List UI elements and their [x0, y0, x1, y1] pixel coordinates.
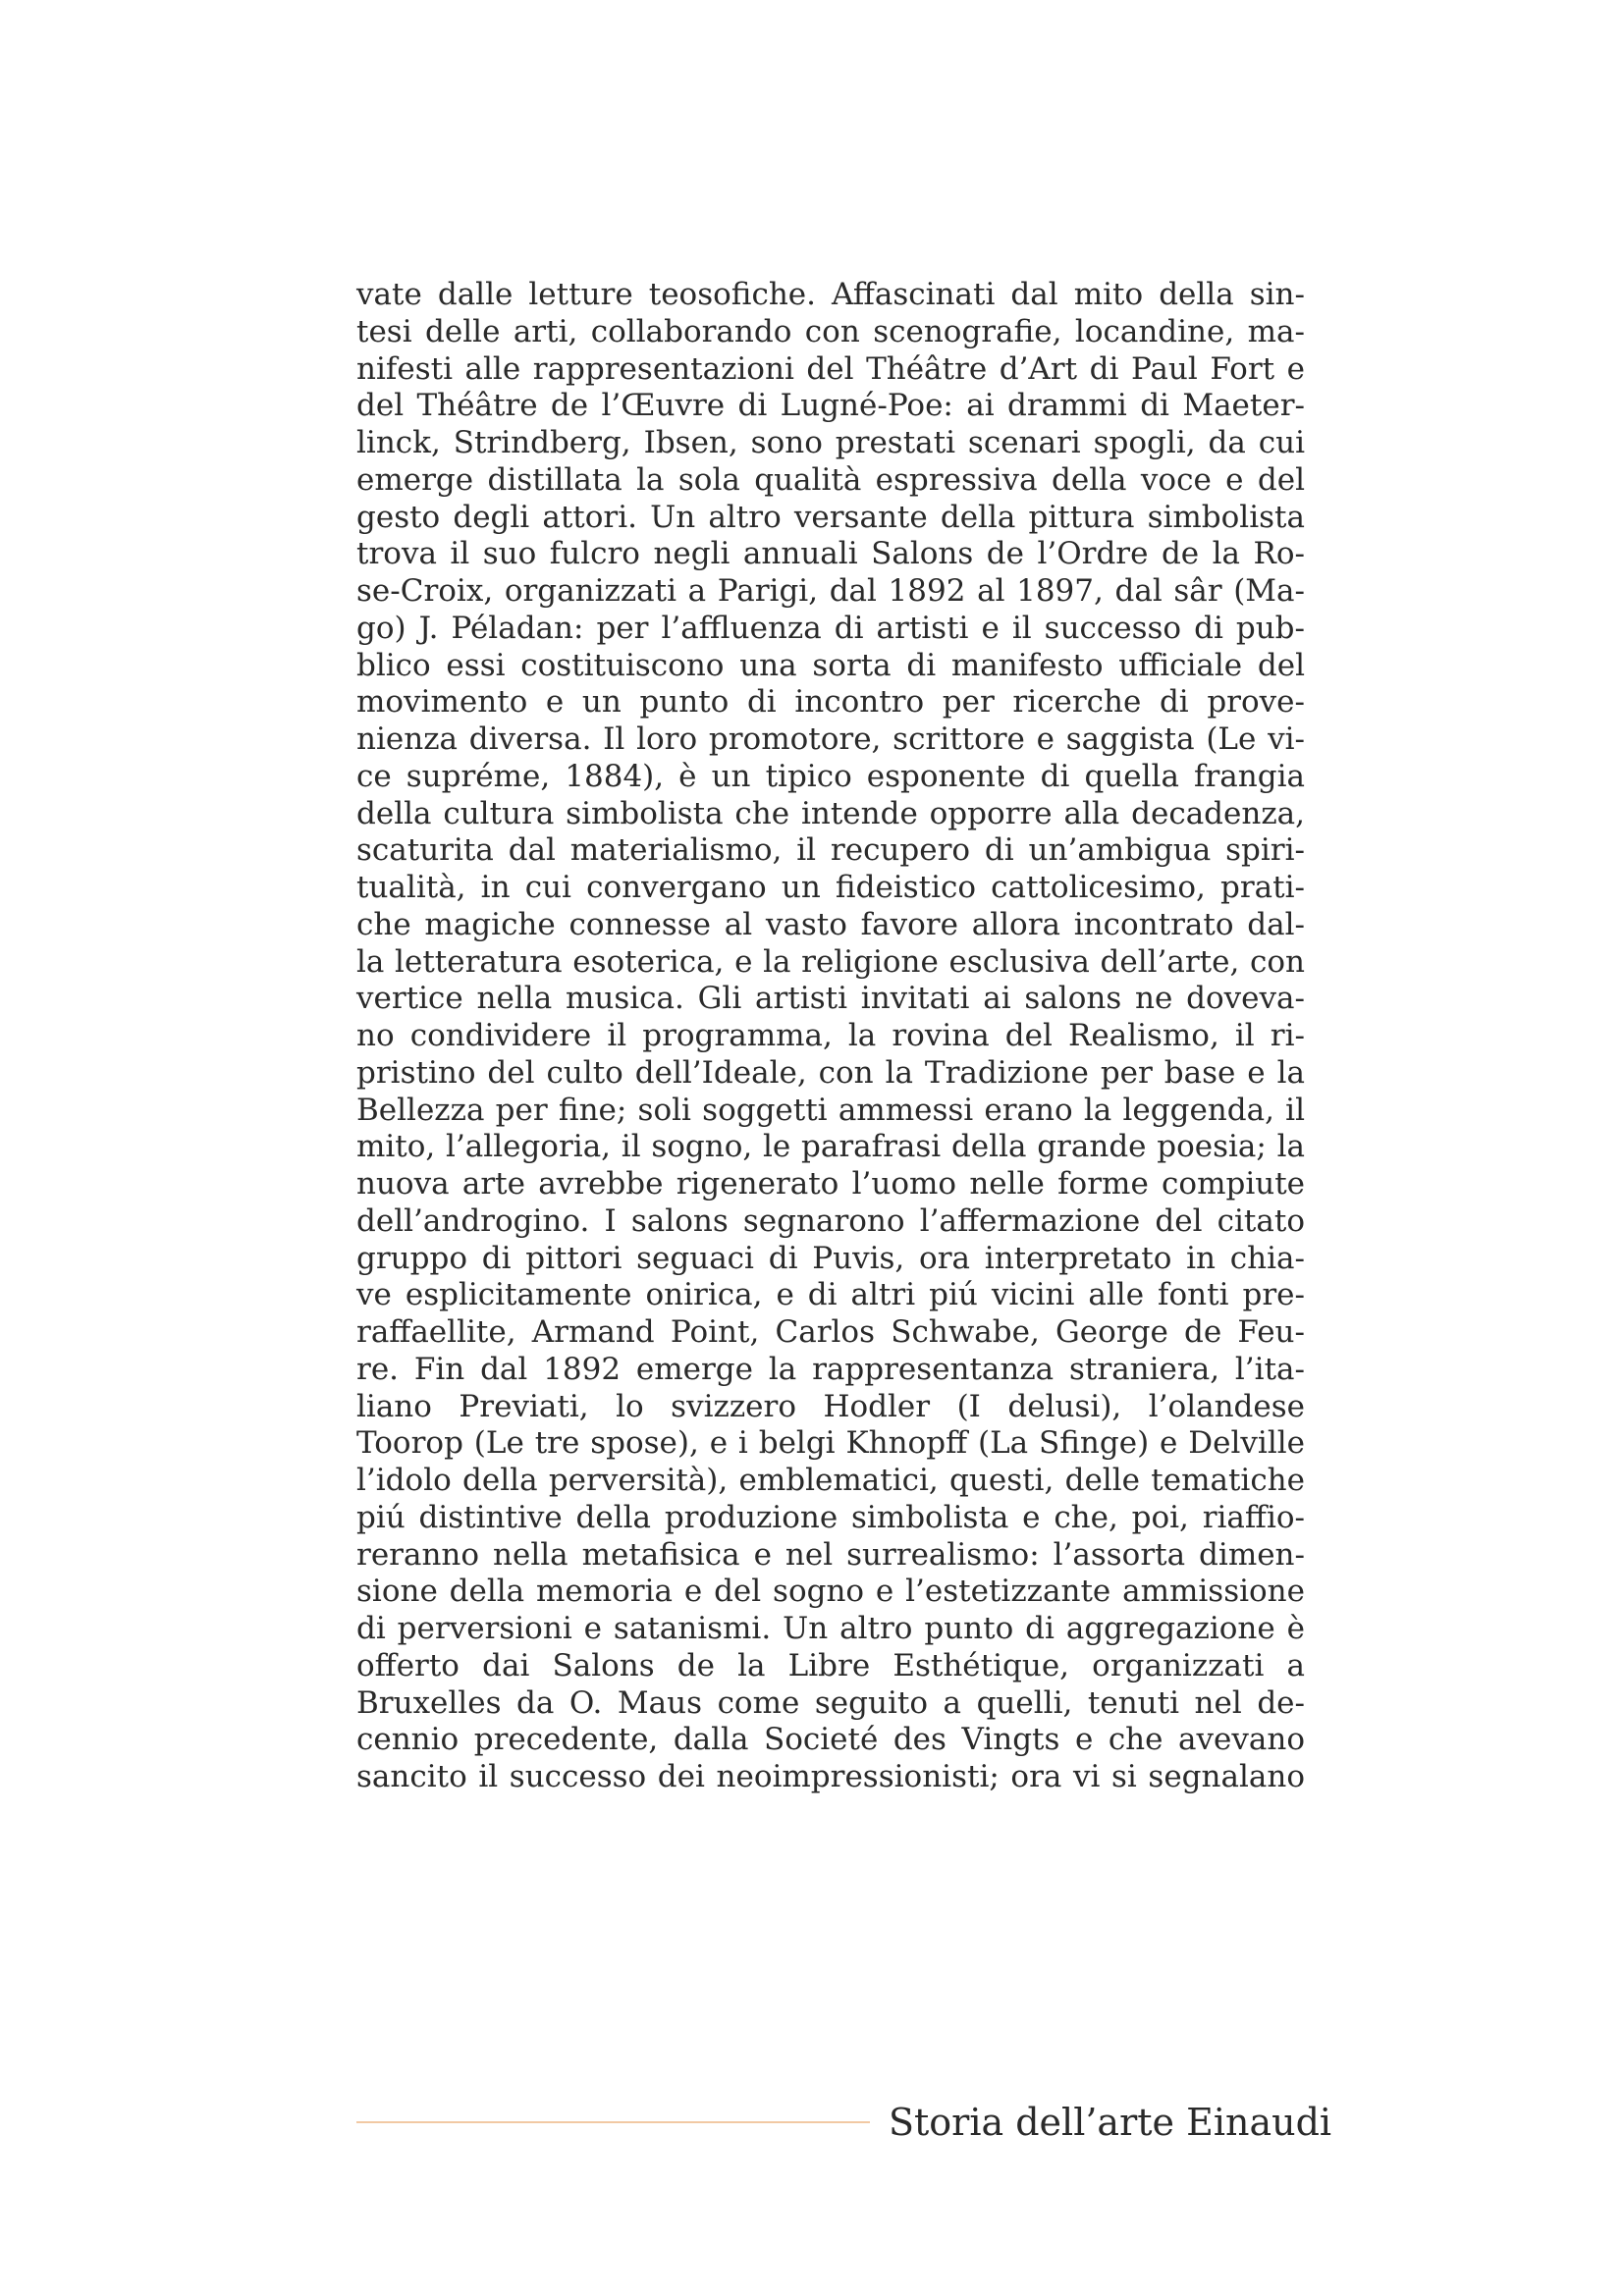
text-line: del Théâtre de l’Œuvre di Lugné-Poe: ai drammi di Maeter-: [356, 388, 1305, 424]
text-line: la letteratura esoterica, e la religione esclusiva dell’arte, con: [356, 943, 1305, 980]
text-line: tesi delle arti, collaborando con scenografie, locandine, ma-: [356, 313, 1305, 349]
text-line: nienza diversa. Il loro promotore, scrittore e saggista (Le vi-: [356, 721, 1305, 757]
text-line: mito, l’allegoria, il sogno, le parafrasi della grande poesia; la: [356, 1129, 1305, 1165]
text-line: go) J. Péladan: per l’affluenza di artisti e il successo di pub-: [356, 610, 1305, 646]
text-line: l’idolo della perversità), emblematici, questi, delle tematiche: [356, 1463, 1305, 1498]
text-line: ve esplicitamente onirica, e di altri piú vicini alle fonti pre-: [356, 1277, 1305, 1313]
text-line: che magiche connesse al vasto favore allora incontrato dal-: [356, 906, 1305, 942]
text-line: cennio precedente, dalla Societé des Vingts e che avevano: [356, 1722, 1305, 1758]
text-line: Bellezza per fine; soli soggetti ammessi erano la leggenda, il: [356, 1092, 1305, 1128]
text-line: re. Fin dal 1892 emerge la rappresentanza straniera, l’ita-: [356, 1351, 1305, 1387]
text-line: liano Previati, lo svizzero Hodler (I delusi), l’olandese: [356, 1388, 1305, 1424]
text-line: nuova arte avrebbe rigenerato l’uomo nelle forme compiute: [356, 1166, 1305, 1201]
text-line: dell’androgino. I salons segnarono l’affermazione del citato: [356, 1202, 1305, 1239]
text-line: sancito il successo dei neoimpressionisti; ora vi si segnalano: [356, 1759, 1305, 1794]
text-line: di perversioni e satanismi. Un altro punto di aggregazione è: [356, 1611, 1305, 1646]
text-line: raffaellite, Armand Point, Carlos Schwabe, George de Feu-: [356, 1314, 1305, 1350]
text-line: gesto degli attori. Un altro versante della pittura simbolista: [356, 499, 1305, 535]
footer-title: Storia dell’arte Einaudi: [889, 2101, 1332, 2144]
text-line: linck, Strindberg, Ibsen, sono prestati scenari spogli, da cui: [356, 425, 1305, 460]
text-line: blico essi costituiscono una sorta di manifesto ufficiale del: [356, 647, 1305, 683]
text-line: della cultura simbolista che intende opporre alla decadenza,: [356, 795, 1305, 831]
text-line: Toorop (Le tre spose), e i belgi Khnopff (La Sfinge) e Delville: [356, 1425, 1305, 1462]
text-line: trova il suo fulcro negli annuali Salons de l’Ordre de la Ro-: [356, 536, 1305, 572]
text-line: tualità, in cui convergano un fideistico cattolicesimo, prati-: [356, 870, 1305, 905]
text-line: ce supréme, 1884), è un tipico esponente di quella frangia: [356, 758, 1305, 794]
body-text: [356, 277, 1305, 1796]
text-line: se-Croix, organizzati a Parigi, dal 1892 al 1897, dal sâr (Ma-: [356, 573, 1305, 609]
text-line: vate dalle letture teosofiche. Affascinati dal mito della sin-: [356, 277, 1305, 312]
text-line: reranno nella metafisica e nel surrealismo: l’assorta dimen-: [356, 1536, 1305, 1573]
text-line: Bruxelles da O. Maus come seguito a quelli, tenuti nel de-: [356, 1684, 1305, 1721]
text-line: scaturita dal materialismo, il recupero di un’ambigua spiri-: [356, 832, 1305, 869]
footer-divider: [356, 2121, 870, 2123]
text-line: piú distintive della produzione simbolista e che, poi, riaffio-: [356, 1499, 1305, 1535]
text-line: emerge distillata la sola qualità espressiva della voce e del: [356, 461, 1305, 498]
text-line: pristino del culto dell’Ideale, con la Tradizione per base e la: [356, 1054, 1305, 1091]
text-line: movimento e un punto di incontro per ricerche di prove-: [356, 684, 1305, 721]
text-line: nifesti alle rappresentazioni del Théâtre d’Art di Paul Fort e: [356, 350, 1305, 387]
text-line: offerto dai Salons de la Libre Esthétique, organizzati a: [356, 1647, 1305, 1683]
text-line: vertice nella musica. Gli artisti invitati ai salons ne doveva-: [356, 981, 1305, 1017]
text-line: no condividere il programma, la rovina del Realismo, il ri-: [356, 1018, 1305, 1053]
text-line: gruppo di pittori seguaci di Puvis, ora interpretato in chia-: [356, 1240, 1305, 1276]
text-line: sione della memoria e del sogno e l’estetizzante ammissione: [356, 1574, 1305, 1610]
